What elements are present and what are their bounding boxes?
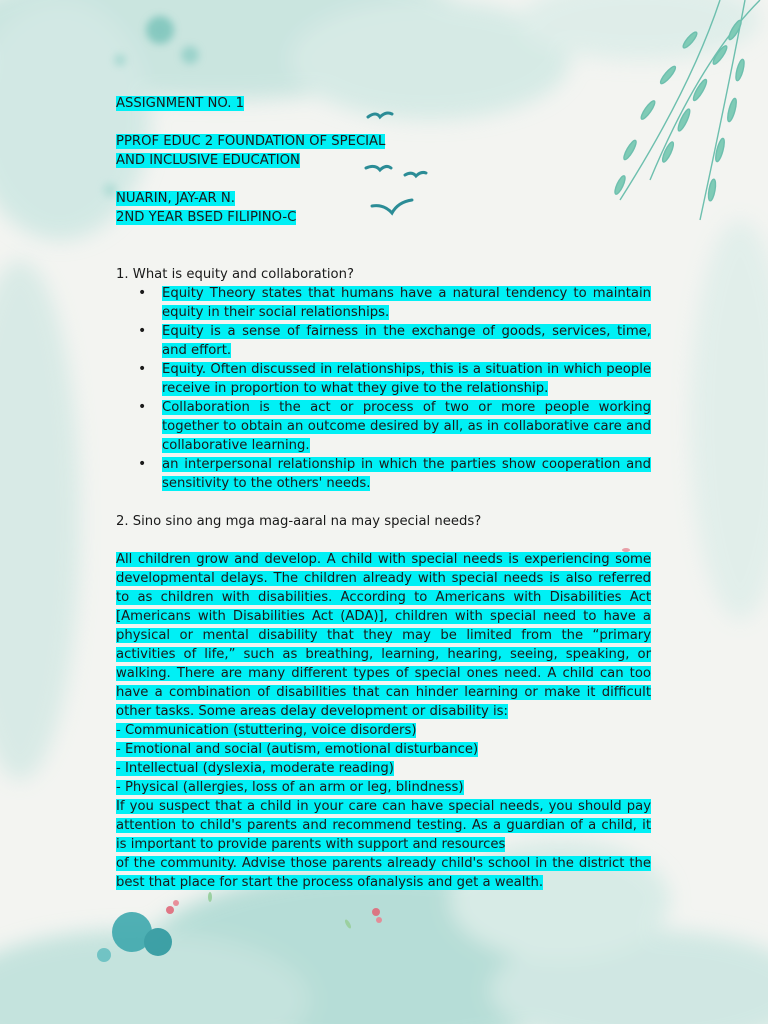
- list-item: - Physical (allergies, loss of an arm or leg, blindness): [116, 780, 464, 795]
- question-1-answers: [116, 284, 651, 493]
- year-section: 2ND YEAR BSED FILIPINO-C: [116, 210, 297, 225]
- advice-paragraph-2: of the community. Advise those parents already child's school in the district the best that place for start the process ofanalysis and get a wealth.: [116, 856, 651, 890]
- assignment-title: ASSIGNMENT NO. 1: [116, 96, 245, 111]
- bullet-icon: •: [138, 323, 147, 339]
- student-name: NUARIN, JAY-AR N.: [116, 191, 235, 206]
- course-title-line2: AND INCLUSIVE EDUCATION: [116, 153, 300, 168]
- bullet-icon: •: [138, 361, 147, 377]
- list-item: - Emotional and social (autism, emotional disturbance): [116, 742, 479, 757]
- question-2-section: [116, 512, 651, 892]
- answer-intro: All children grow and develop. A child with special needs is experiencing some developmental delays. The children already with special needs is also referred to as children with disabilities. According to Americans with Disabilities Act [Americans with Disabilities Act (ADA)], children with special need to have a physical or mental disability that they may be limited from the “primary activities of life,” such as breathing, learning, hearing, seeing, speaking, or walking. There are many different types of special ones need. A child can too have a combination of disabilities that can hinder learning or make it difficult other tasks. Some areas delay development or disability is:: [116, 552, 651, 719]
- list-item: • an interpersonal relationship in which the parties show cooperation and sensitivity to the others' needs.: [138, 456, 651, 491]
- list-item: - Intellectual (dyslexia, moderate reading): [116, 761, 394, 776]
- list-item: • Collaboration is the act or process of two or more people working together to obtain an outcome desired by all, as in collaborative care and collaborative learning.: [138, 399, 651, 453]
- advice-paragraph-1: If you suspect that a child in your care can have special needs, you should pay attention to child's parents and recommend testing. As a guardian of a child, it is important to provide parents with support and resources: [116, 799, 651, 852]
- list-item: • Equity Theory states that humans have a natural tendency to maintain equity in their social relationships.: [138, 285, 651, 320]
- question-1: 1. What is equity and collaboration?: [116, 267, 354, 282]
- question-1-section: [116, 265, 651, 512]
- assignment-document: [116, 94, 651, 892]
- bullet-icon: •: [138, 399, 147, 415]
- question-2: 2. Sino sino ang mga mag-aaral na may special needs?: [116, 514, 482, 529]
- course-title-line1: PPROF EDUC 2 FOUNDATION OF SPECIAL: [116, 134, 386, 149]
- header-block: [116, 94, 651, 265]
- list-item: - Communication (stuttering, voice disorders): [116, 723, 417, 738]
- bullet-icon: •: [138, 456, 147, 472]
- list-item: • Equity is a sense of fairness in the exchange of goods, services, time, and effort.: [138, 323, 651, 358]
- bullet-icon: •: [138, 285, 147, 301]
- list-item: • Equity. Often discussed in relationships, this is a situation in which people receive in proportion to what they give to the relationship.: [138, 361, 651, 396]
